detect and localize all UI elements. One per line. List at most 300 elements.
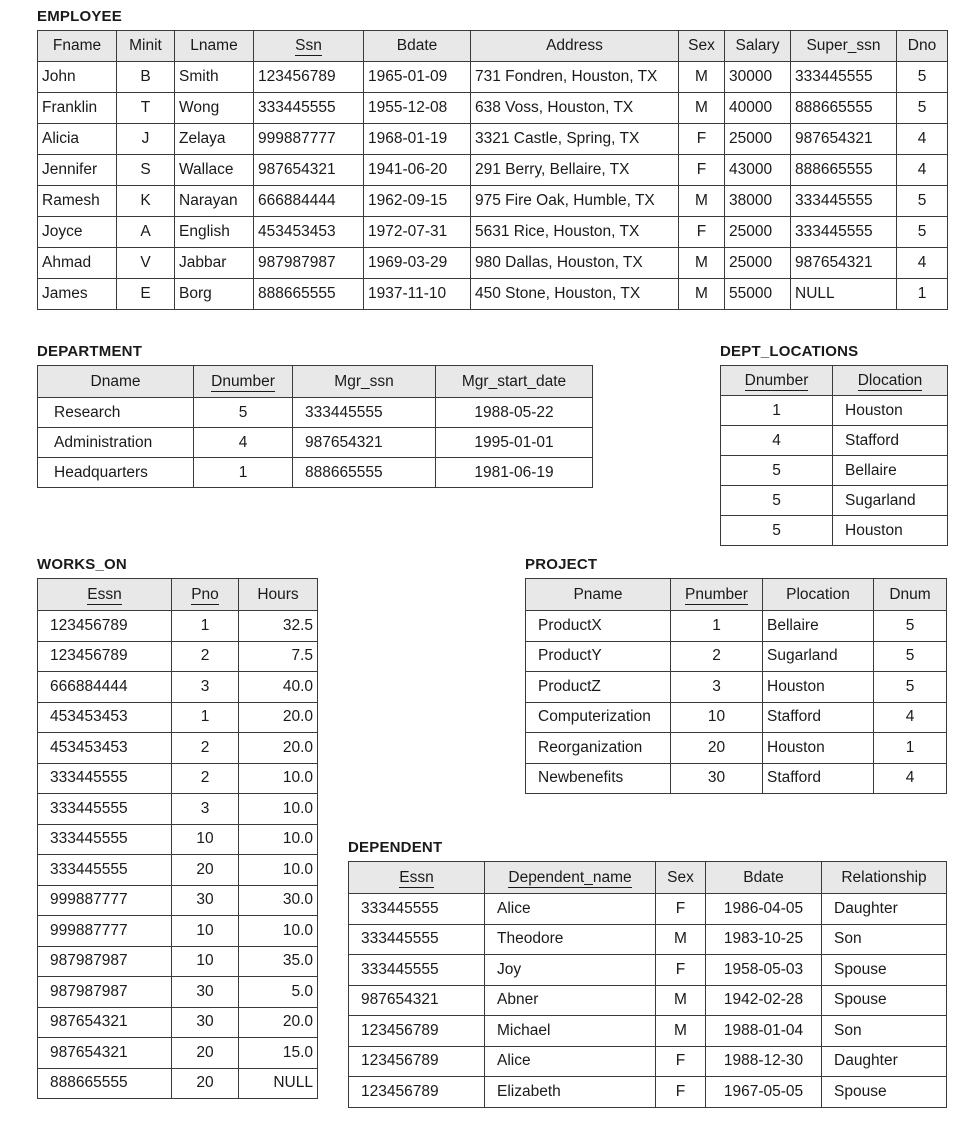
- table-cell: 10.0: [239, 794, 318, 825]
- table-cell: 10.0: [239, 824, 318, 855]
- table-cell: 55000: [725, 279, 791, 310]
- column-header-label: Pnumber: [685, 585, 748, 603]
- column-header-label: Dname: [90, 372, 141, 390]
- table-cell: M: [656, 985, 706, 1016]
- column-header: [38, 366, 194, 398]
- table-cell: 2: [172, 641, 239, 672]
- table-cell: Bellaire: [833, 456, 948, 486]
- table-cell: 453453453: [38, 702, 172, 733]
- column-header-label: Bdate: [743, 868, 784, 886]
- column-header: [679, 31, 725, 62]
- table-cell: Jabbar: [175, 248, 254, 279]
- employee-title: EMPLOYEE: [37, 8, 122, 25]
- table-cell: John: [38, 62, 117, 93]
- table-row: [38, 946, 318, 977]
- table-cell: Jennifer: [38, 155, 117, 186]
- table-cell: M: [656, 924, 706, 955]
- column-header-label: Address: [546, 37, 603, 54]
- table-cell: 999887777: [38, 916, 172, 947]
- table-cell: 4: [897, 248, 948, 279]
- table-cell: 38000: [725, 186, 791, 217]
- column-header-label: Relationship: [841, 868, 927, 886]
- table-cell: M: [679, 279, 725, 310]
- table-row: [526, 672, 947, 703]
- table-cell: F: [656, 955, 706, 986]
- column-header-label: Dnumber: [211, 372, 275, 390]
- column-header-label: Fname: [52, 37, 102, 54]
- table-row: [38, 824, 318, 855]
- table-row: [721, 486, 948, 516]
- table-cell: 731 Fondren, Houston, TX: [471, 62, 679, 93]
- table-cell: 10: [172, 824, 239, 855]
- table-cell: 333445555: [791, 217, 897, 248]
- table-cell: 987654321: [38, 1007, 172, 1038]
- table-cell: Stafford: [833, 426, 948, 456]
- table-row: [38, 855, 318, 886]
- table-cell: 291 Berry, Bellaire, TX: [471, 155, 679, 186]
- table-row: [38, 733, 318, 764]
- table-cell: Houston: [763, 672, 874, 703]
- table-row: [38, 186, 948, 217]
- table-row: [38, 428, 593, 458]
- table-cell: 1: [721, 396, 833, 426]
- table-cell: 333445555: [254, 93, 364, 124]
- table-row: [38, 672, 318, 703]
- table-cell: Zelaya: [175, 124, 254, 155]
- table-cell: Joyce: [38, 217, 117, 248]
- table-cell: 4: [194, 428, 293, 458]
- table-cell: 1955-12-08: [364, 93, 471, 124]
- table-cell: NULL: [239, 1068, 318, 1099]
- table-row: [526, 611, 947, 642]
- table-cell: 5: [721, 456, 833, 486]
- table-row: [38, 248, 948, 279]
- column-header-label: Dependent_name: [508, 868, 632, 886]
- table-row: [349, 955, 947, 986]
- table-row: [38, 1038, 318, 1069]
- table-cell: 333445555: [293, 398, 436, 428]
- table-cell: Borg: [175, 279, 254, 310]
- table-cell: 333445555: [349, 894, 485, 925]
- table-cell: 5: [897, 217, 948, 248]
- column-header: [38, 31, 117, 62]
- table-cell: Alicia: [38, 124, 117, 155]
- table-cell: NULL: [791, 279, 897, 310]
- column-header: [239, 579, 318, 611]
- table-cell: 5: [897, 186, 948, 217]
- table-row: [38, 1068, 318, 1099]
- table-cell: Narayan: [175, 186, 254, 217]
- column-header: [38, 579, 172, 611]
- table-cell: 2: [172, 763, 239, 794]
- table-cell: James: [38, 279, 117, 310]
- table-row: [38, 155, 948, 186]
- column-header: [763, 579, 874, 611]
- table-cell: Houston: [763, 733, 874, 764]
- table-cell: 3: [172, 672, 239, 703]
- project-header-row: [526, 579, 947, 611]
- table-cell: 30000: [725, 62, 791, 93]
- works-on-table-block: [37, 556, 318, 1099]
- table-row: [38, 124, 948, 155]
- project-table-block: [525, 556, 947, 794]
- table-cell: 40.0: [239, 672, 318, 703]
- column-header: [471, 31, 679, 62]
- column-header: [721, 366, 833, 396]
- table-cell: F: [656, 894, 706, 925]
- table-cell: Stafford: [763, 763, 874, 794]
- table-cell: 4: [874, 763, 947, 794]
- table-cell: 5631 Rice, Houston, TX: [471, 217, 679, 248]
- dept-locations-title: DEPT_LOCATIONS: [720, 343, 859, 360]
- table-cell: 333445555: [38, 824, 172, 855]
- table-cell: 5: [897, 62, 948, 93]
- table-cell: 5: [874, 641, 947, 672]
- table-cell: Wong: [175, 93, 254, 124]
- table-cell: 999887777: [254, 124, 364, 155]
- column-header-label: Ssn: [295, 37, 322, 54]
- department-table-block: [37, 343, 593, 488]
- table-cell: M: [679, 186, 725, 217]
- dependent-table-block: [348, 839, 947, 1108]
- table-cell: 333445555: [38, 855, 172, 886]
- table-cell: Research: [38, 398, 194, 428]
- column-header: [656, 862, 706, 894]
- table-cell: 980 Dallas, Houston, TX: [471, 248, 679, 279]
- table-cell: 987654321: [791, 248, 897, 279]
- table-cell: Michael: [485, 1016, 656, 1047]
- table-cell: Headquarters: [38, 458, 194, 488]
- project-table: [525, 578, 947, 794]
- table-row: [38, 885, 318, 916]
- table-row: [38, 279, 948, 310]
- table-cell: Spouse: [822, 955, 947, 986]
- column-header-label: Bdate: [396, 37, 438, 54]
- table-cell: Computerization: [526, 702, 671, 733]
- table-cell: 1983-10-25: [706, 924, 822, 955]
- table-cell: Theodore: [485, 924, 656, 955]
- table-cell: 20: [172, 1038, 239, 1069]
- table-row: [38, 217, 948, 248]
- table-cell: ProductY: [526, 641, 671, 672]
- table-cell: 1: [897, 279, 948, 310]
- column-header-label: Dlocation: [857, 371, 923, 389]
- column-header-label: Pname: [573, 585, 623, 603]
- table-row: [38, 702, 318, 733]
- table-cell: 987987987: [38, 977, 172, 1008]
- column-header-label: Super_ssn: [806, 37, 881, 54]
- table-cell: 987987987: [254, 248, 364, 279]
- table-cell: 123456789: [349, 1046, 485, 1077]
- dept-locations-table-block: [720, 343, 948, 546]
- table-cell: Bellaire: [763, 611, 874, 642]
- table-cell: Daughter: [822, 894, 947, 925]
- table-row: [349, 1077, 947, 1108]
- table-cell: 10: [671, 702, 763, 733]
- table-cell: 987654321: [293, 428, 436, 458]
- table-cell: 3321 Castle, Spring, TX: [471, 124, 679, 155]
- table-cell: 1937-11-10: [364, 279, 471, 310]
- table-cell: 7.5: [239, 641, 318, 672]
- table-cell: Houston: [833, 516, 948, 546]
- works-on-header-row: [38, 579, 318, 611]
- table-cell: T: [117, 93, 175, 124]
- table-row: [38, 458, 593, 488]
- table-cell: A: [117, 217, 175, 248]
- table-cell: B: [117, 62, 175, 93]
- column-header: [349, 862, 485, 894]
- table-cell: Franklin: [38, 93, 117, 124]
- table-cell: Son: [822, 1016, 947, 1047]
- table-cell: J: [117, 124, 175, 155]
- table-cell: Alice: [485, 894, 656, 925]
- table-row: [349, 985, 947, 1016]
- column-header-label: Mgr_start_date: [461, 372, 567, 390]
- table-cell: F: [656, 1046, 706, 1077]
- project-title: PROJECT: [525, 556, 598, 573]
- table-cell: 10.0: [239, 855, 318, 886]
- column-header-label: Essn: [399, 868, 434, 886]
- column-header: [706, 862, 822, 894]
- table-cell: 999887777: [38, 885, 172, 916]
- table-cell: 987654321: [38, 1038, 172, 1069]
- table-cell: 1972-07-31: [364, 217, 471, 248]
- table-cell: Houston: [833, 396, 948, 426]
- table-cell: 123456789: [38, 641, 172, 672]
- table-cell: 2: [671, 641, 763, 672]
- table-cell: 1981-06-19: [436, 458, 593, 488]
- table-cell: 333445555: [791, 186, 897, 217]
- table-cell: 5: [874, 672, 947, 703]
- table-cell: 1995-01-01: [436, 428, 593, 458]
- column-header: [822, 862, 947, 894]
- table-cell: 5.0: [239, 977, 318, 1008]
- table-cell: Abner: [485, 985, 656, 1016]
- works-on-title: WORKS_ON: [37, 556, 127, 573]
- employee-header-row: [38, 31, 948, 62]
- column-header-label: Pno: [191, 585, 219, 603]
- table-row: [38, 977, 318, 1008]
- column-header: [725, 31, 791, 62]
- column-header: [175, 31, 254, 62]
- employee-table-block: [37, 8, 948, 310]
- department-table: [37, 365, 593, 488]
- table-row: [349, 1046, 947, 1077]
- table-cell: 30.0: [239, 885, 318, 916]
- table-row: [526, 702, 947, 733]
- table-cell: Smith: [175, 62, 254, 93]
- table-row: [721, 426, 948, 456]
- table-cell: 20.0: [239, 733, 318, 764]
- table-cell: Ahmad: [38, 248, 117, 279]
- column-header-label: Dnumber: [744, 371, 809, 389]
- table-cell: 1: [874, 733, 947, 764]
- table-cell: 25000: [725, 248, 791, 279]
- table-cell: 10.0: [239, 916, 318, 947]
- table-cell: 4: [874, 702, 947, 733]
- table-cell: 987654321: [254, 155, 364, 186]
- table-cell: M: [679, 62, 725, 93]
- table-cell: Spouse: [822, 1077, 947, 1108]
- table-cell: F: [679, 155, 725, 186]
- table-cell: 1967-05-05: [706, 1077, 822, 1108]
- table-row: [349, 924, 947, 955]
- table-cell: Ramesh: [38, 186, 117, 217]
- table-cell: E: [117, 279, 175, 310]
- table-cell: 666884444: [254, 186, 364, 217]
- table-cell: 30: [671, 763, 763, 794]
- table-cell: 666884444: [38, 672, 172, 703]
- table-cell: 333445555: [38, 763, 172, 794]
- table-cell: 4: [721, 426, 833, 456]
- table-cell: 333445555: [38, 794, 172, 825]
- dept-locations-table: [720, 365, 948, 546]
- table-cell: 123456789: [349, 1077, 485, 1108]
- column-header: [897, 31, 948, 62]
- table-cell: 450 Stone, Houston, TX: [471, 279, 679, 310]
- table-cell: 15.0: [239, 1038, 318, 1069]
- column-header: [874, 579, 947, 611]
- table-cell: 987987987: [38, 946, 172, 977]
- table-row: [38, 794, 318, 825]
- column-header: [172, 579, 239, 611]
- table-cell: Joy: [485, 955, 656, 986]
- table-cell: 5: [897, 93, 948, 124]
- table-cell: 5: [721, 516, 833, 546]
- table-cell: 20: [172, 1068, 239, 1099]
- dependent-header-row: [349, 862, 947, 894]
- table-row: [38, 398, 593, 428]
- table-cell: Elizabeth: [485, 1077, 656, 1108]
- table-cell: 888665555: [791, 155, 897, 186]
- column-header: [436, 366, 593, 398]
- table-cell: 333445555: [791, 62, 897, 93]
- table-row: [526, 641, 947, 672]
- table-cell: 5: [194, 398, 293, 428]
- table-cell: 123456789: [38, 611, 172, 642]
- table-cell: 1: [172, 702, 239, 733]
- table-row: [349, 1016, 947, 1047]
- column-header: [254, 31, 364, 62]
- table-cell: Spouse: [822, 985, 947, 1016]
- table-cell: 32.5: [239, 611, 318, 642]
- table-cell: 30: [172, 885, 239, 916]
- column-header: [526, 579, 671, 611]
- table-cell: Alice: [485, 1046, 656, 1077]
- table-cell: Wallace: [175, 155, 254, 186]
- column-header-label: Salary: [735, 37, 780, 54]
- table-cell: 2: [172, 733, 239, 764]
- table-cell: S: [117, 155, 175, 186]
- table-cell: 1958-05-03: [706, 955, 822, 986]
- table-row: [349, 894, 947, 925]
- column-header-label: Hours: [257, 585, 299, 603]
- table-cell: F: [679, 217, 725, 248]
- table-cell: V: [117, 248, 175, 279]
- table-cell: Sugarland: [763, 641, 874, 672]
- table-row: [721, 516, 948, 546]
- table-cell: 10: [172, 916, 239, 947]
- table-cell: M: [679, 93, 725, 124]
- table-cell: 35.0: [239, 946, 318, 977]
- table-cell: 4: [897, 124, 948, 155]
- column-header-label: Minit: [129, 37, 162, 54]
- table-cell: 1968-01-19: [364, 124, 471, 155]
- table-cell: 975 Fire Oak, Humble, TX: [471, 186, 679, 217]
- dept-locations-header-row: [721, 366, 948, 396]
- table-cell: 1: [671, 611, 763, 642]
- table-cell: 3: [172, 794, 239, 825]
- table-cell: F: [679, 124, 725, 155]
- works-on-table: [37, 578, 318, 1099]
- table-cell: Sugarland: [833, 486, 948, 516]
- table-cell: 123456789: [254, 62, 364, 93]
- table-row: [38, 1007, 318, 1038]
- table-row: [721, 456, 948, 486]
- column-header: [364, 31, 471, 62]
- department-title: DEPARTMENT: [37, 343, 143, 360]
- table-cell: 30: [172, 977, 239, 1008]
- dependent-title: DEPENDENT: [348, 839, 443, 856]
- column-header: [194, 366, 293, 398]
- table-cell: English: [175, 217, 254, 248]
- column-header: [293, 366, 436, 398]
- table-cell: 1962-09-15: [364, 186, 471, 217]
- table-cell: 453453453: [254, 217, 364, 248]
- table-cell: Newbenefits: [526, 763, 671, 794]
- table-cell: 20.0: [239, 1007, 318, 1038]
- table-cell: 888665555: [254, 279, 364, 310]
- table-cell: 30: [172, 1007, 239, 1038]
- table-cell: 4: [897, 155, 948, 186]
- table-cell: 25000: [725, 217, 791, 248]
- table-row: [38, 641, 318, 672]
- column-header: [833, 366, 948, 396]
- table-row: [38, 93, 948, 124]
- table-cell: 638 Voss, Houston, TX: [471, 93, 679, 124]
- table-cell: 10.0: [239, 763, 318, 794]
- column-header: [791, 31, 897, 62]
- column-header-label: Sex: [667, 868, 694, 886]
- column-header-label: Lname: [190, 37, 238, 54]
- table-cell: 5: [874, 611, 947, 642]
- table-cell: ProductZ: [526, 672, 671, 703]
- table-row: [38, 916, 318, 947]
- dependent-table: [348, 861, 947, 1108]
- table-cell: 20.0: [239, 702, 318, 733]
- table-cell: K: [117, 186, 175, 217]
- table-row: [721, 396, 948, 426]
- table-row: [38, 763, 318, 794]
- table-cell: 43000: [725, 155, 791, 186]
- table-cell: 1986-04-05: [706, 894, 822, 925]
- table-cell: 1965-01-09: [364, 62, 471, 93]
- table-cell: 20: [671, 733, 763, 764]
- table-row: [526, 733, 947, 764]
- table-cell: Stafford: [763, 702, 874, 733]
- table-cell: M: [656, 1016, 706, 1047]
- table-cell: 987654321: [791, 124, 897, 155]
- table-cell: 1988-01-04: [706, 1016, 822, 1047]
- table-cell: 888665555: [293, 458, 436, 488]
- table-cell: 5: [721, 486, 833, 516]
- table-cell: 1988-05-22: [436, 398, 593, 428]
- table-row: [526, 763, 947, 794]
- column-header: [117, 31, 175, 62]
- employee-table: [37, 30, 948, 310]
- table-cell: 453453453: [38, 733, 172, 764]
- table-cell: Reorganization: [526, 733, 671, 764]
